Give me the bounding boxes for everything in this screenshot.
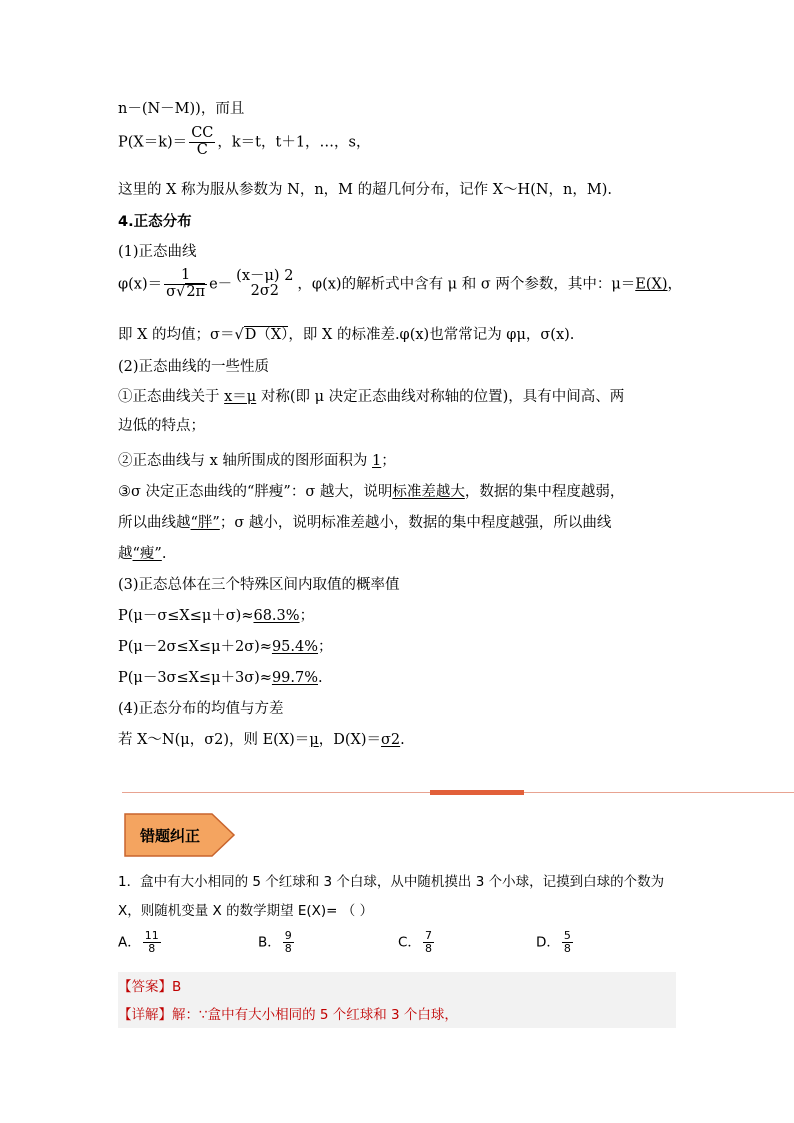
option-a	[118, 930, 163, 955]
blank-answer: “胖”	[190, 515, 220, 531]
option-fraction	[283, 930, 294, 955]
text-line: n－(N－M))，而且	[118, 101, 245, 117]
text: P(μ－3σ≤X≤μ＋3σ)≈	[118, 670, 272, 686]
text: ，即 X 的标准差.φ(x)也常常记为 φμ，σ(x).	[288, 327, 575, 343]
section-tag	[124, 813, 236, 857]
hypergeometric-formula	[118, 126, 371, 159]
text: P(μ－σ≤X≤μ＋σ)≈	[118, 608, 254, 624]
text: ②正态曲线与 x 轴所围成的图形面积为	[118, 453, 373, 469]
probability-line	[118, 604, 314, 625]
blank-answer: σ2	[381, 732, 401, 748]
text: P(μ－2σ≤X≤μ＋2σ)≈	[118, 639, 272, 655]
blank-answer: 标准差越大	[392, 484, 465, 500]
blank-answer: 1	[372, 453, 382, 469]
fraction	[164, 268, 207, 301]
mean-variance-line	[118, 728, 405, 749]
text: ①正态曲线关于	[118, 389, 225, 405]
text: ；	[318, 639, 333, 655]
blank-answer: 99.7%	[271, 670, 319, 686]
option-label: D．	[536, 934, 560, 951]
option-label: B．	[258, 934, 281, 951]
radicand: D（X）	[244, 327, 289, 343]
exponent-denominator: 2σ2	[250, 283, 279, 300]
fraction-numerator: CC	[191, 125, 214, 141]
mean-line: 即 X 的均值；σ＝√D（X），即 X 的标准差.φ(x)也常常记为 φμ，σ(x).	[118, 327, 575, 343]
blank-answer: 95.4%	[271, 639, 319, 655]
formula-text: ，φ(x)的解析式中含有 μ 和 σ 两个参数，其中：μ＝	[297, 276, 636, 293]
fraction-numerator: 9	[284, 929, 292, 942]
sigma-symbol: σ	[166, 283, 177, 300]
property-line	[118, 385, 624, 406]
text: 所以曲线越	[118, 515, 191, 531]
punct: ，	[667, 276, 682, 293]
probability-line	[118, 666, 323, 687]
text: ；σ 越小，说明标准差越小，数据的集中程度越强，所以曲线	[219, 515, 612, 531]
blank-answer: x＝μ	[224, 389, 257, 405]
section-tag-label: 错题纠正	[140, 827, 201, 845]
fraction-denominator: 8	[148, 942, 156, 956]
fraction-denominator: C	[196, 141, 208, 158]
option-label: C．	[398, 934, 421, 951]
detail-line	[118, 1003, 458, 1023]
fraction-denominator: 8	[424, 942, 432, 956]
text: 对称(即 μ 决定正态曲线对称轴的位置)，具有中间高、两	[256, 389, 625, 405]
property-line	[118, 511, 611, 532]
text: .	[161, 546, 167, 562]
fraction-numerator: 1	[164, 268, 207, 285]
radicand: 2π	[186, 283, 206, 300]
answer-line	[118, 975, 181, 995]
option-d	[536, 930, 575, 955]
formula-prefix: P(X＝k)＝	[118, 134, 188, 151]
question-text: 1．盒中有大小相同的 5 个红球和 3 个白球，从中随机摸出 3 个小球，记摸到白球的个数为	[118, 874, 665, 890]
subsection-heading: (4)正态分布的均值与方差	[118, 701, 284, 717]
text: ；	[299, 608, 315, 624]
formula-lhs: φ(x)＝	[118, 276, 163, 293]
fraction-numerator: 7	[424, 929, 432, 942]
blank-answer: μ	[309, 732, 319, 748]
option-fraction	[562, 930, 573, 955]
text: 越	[118, 546, 133, 562]
text: 即 X 的均值；σ＝	[118, 327, 235, 343]
option-label: A．	[118, 934, 141, 951]
divider-accent	[430, 790, 524, 795]
text-line: 这里的 X 称为服从参数为 N，n，M 的超几何分布，记作 X～H(N，n，M).	[118, 182, 613, 198]
fraction	[189, 126, 215, 159]
blank-answer: 68.3%	[253, 608, 300, 624]
section-heading: 4.正态分布	[118, 214, 192, 230]
blank-answer: E(X)	[635, 276, 668, 293]
text: ；	[381, 453, 396, 469]
text: 若 X～N(μ，σ2)，则 E(X)＝	[118, 732, 310, 748]
probability-line	[118, 635, 333, 656]
text: .	[318, 670, 323, 686]
normal-density-formula	[118, 268, 682, 301]
blank-answer: “瘦”	[132, 546, 162, 562]
property-line	[118, 542, 166, 563]
text: .	[400, 732, 405, 748]
detail-tag: 【详解】	[118, 1007, 172, 1023]
answer-tag: 【答案】	[118, 979, 172, 995]
option-c	[398, 930, 436, 955]
text: ③σ 决定正态曲线的“胖瘦”：σ 越大，说明	[118, 484, 393, 500]
formula-suffix: ，k＝t，t＋1，…，s，	[217, 134, 371, 151]
exp-base: e－	[209, 276, 233, 293]
property-line	[118, 449, 396, 470]
exponent-numerator: (x－μ) 2	[236, 267, 294, 284]
exponent-fraction	[234, 269, 295, 301]
property-line	[118, 480, 624, 501]
fraction-denominator: 8	[563, 942, 571, 956]
option-fraction	[423, 930, 434, 955]
text: ，D(X)＝	[318, 732, 382, 748]
answer-value: B	[172, 979, 182, 995]
fraction-denominator: σ√2π	[166, 283, 206, 300]
question-text: X，则随机变量 X 的数学期望 E(X)= （ ）	[118, 903, 374, 919]
subsection-heading: (1)正态曲线	[118, 244, 197, 260]
text: ，数据的集中程度越弱，	[464, 484, 625, 500]
fraction-numerator: 5	[563, 929, 571, 942]
detail-text: 解：∵盒中有大小相同的 5 个红球和 3 个白球，	[172, 1007, 458, 1023]
option-fraction	[143, 930, 161, 955]
subsection-heading: (3)正态总体在三个特殊区间内取值的概率值	[118, 577, 400, 593]
fraction-numerator: 11	[144, 929, 159, 942]
property-line: 边低的特点；	[118, 418, 205, 434]
fraction-denominator: 8	[284, 942, 292, 956]
option-b	[258, 930, 296, 955]
subsection-heading: (2)正态曲线的一些性质	[118, 359, 270, 375]
